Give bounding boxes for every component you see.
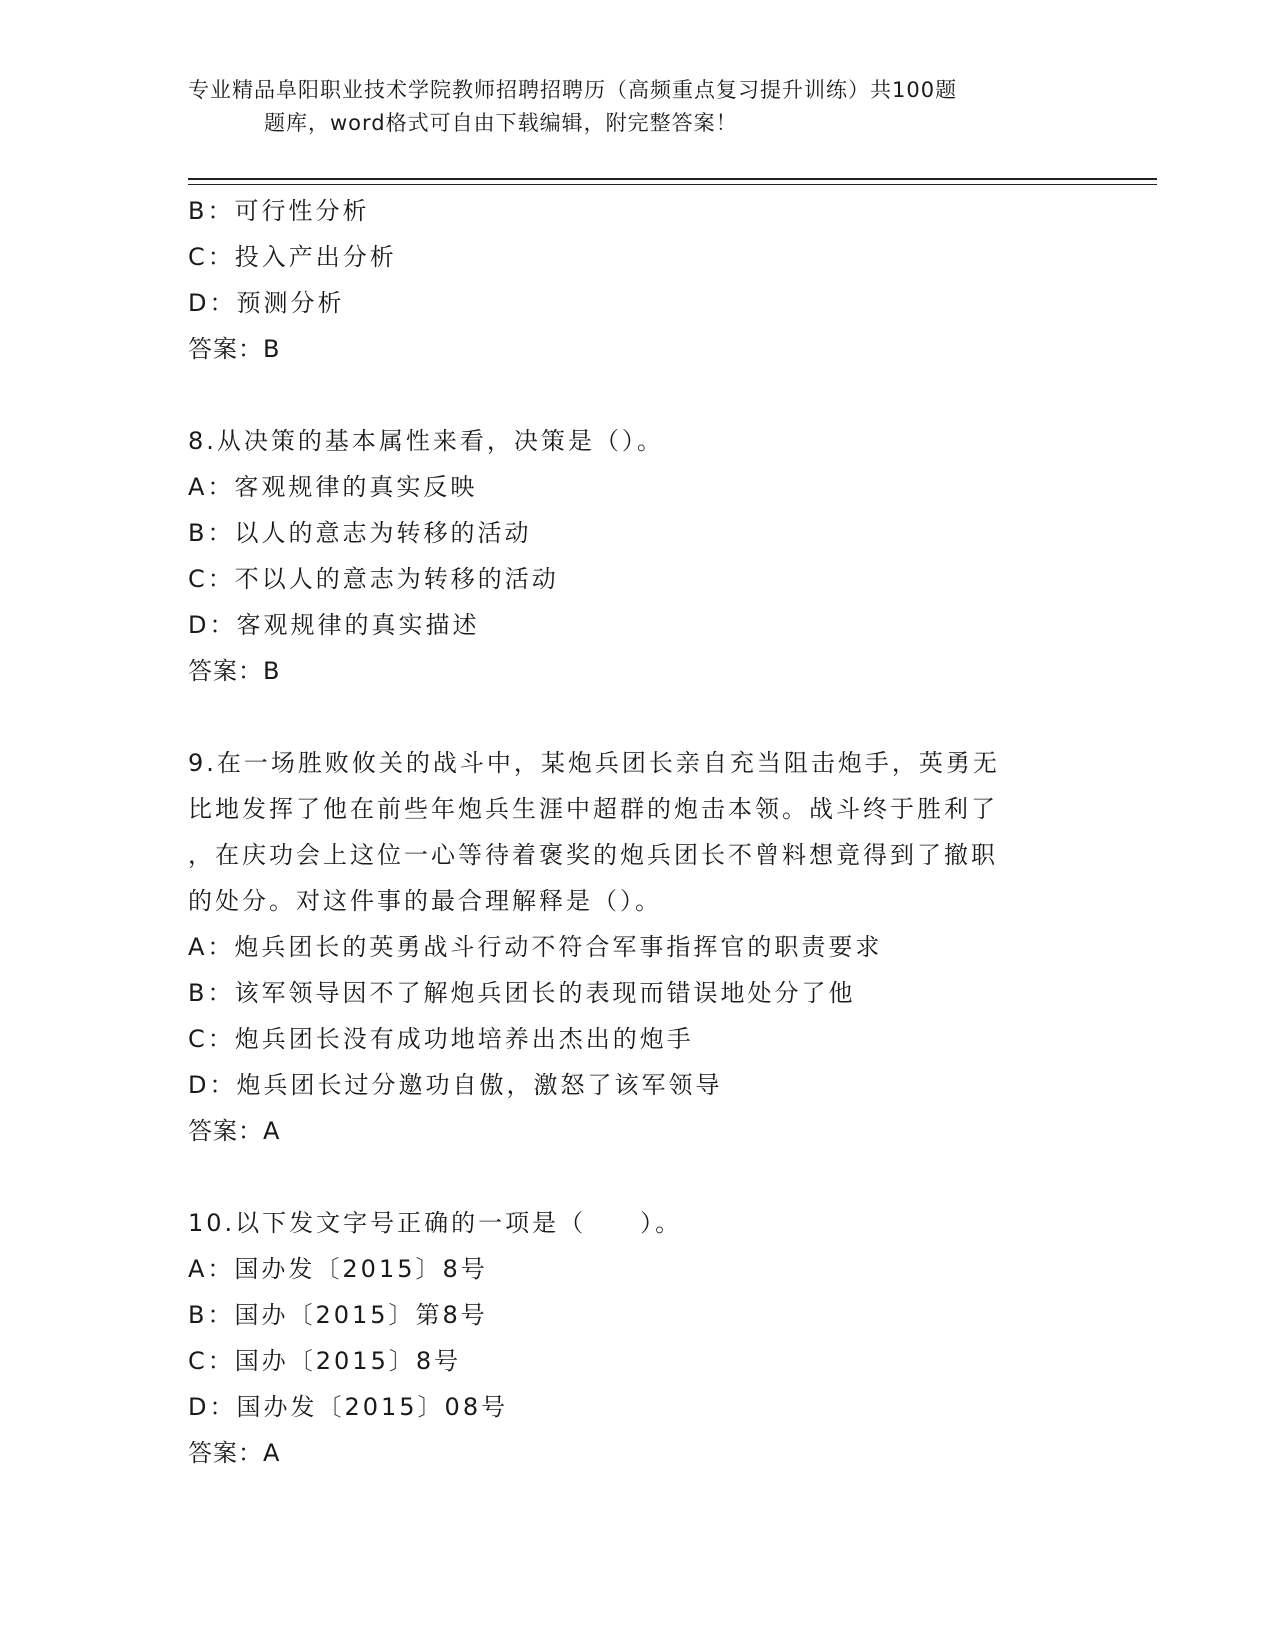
header-title-line2: 题库，word格式可自由下载编辑，附完整答案！ <box>264 111 738 135</box>
header-rule-thick <box>188 178 1157 180</box>
option-a: A：国办发〔2015〕8号 <box>188 1255 488 1283</box>
question-text-line: 8.从决策的基本属性来看，决策是（）。 <box>188 427 664 455</box>
question-text-line: 的处分。对这件事的最合理解释是（）。 <box>188 887 662 915</box>
header-rule-thin <box>188 184 1157 185</box>
option-b: B：可行性分析 <box>188 197 370 225</box>
header-title-line1: 专业精品阜阳职业技术学院教师招聘招聘历（高频重点复习提升训练）共100题 <box>188 78 958 102</box>
question-text-line: 10.以下发文字号正确的一项是（ ）。 <box>188 1209 683 1237</box>
question-7-tail <box>188 188 1068 372</box>
option-c: C：国办〔2015〕8号 <box>188 1347 462 1375</box>
answer: 答案：A <box>188 1117 281 1145</box>
option-b: B：国办〔2015〕第8号 <box>188 1301 488 1329</box>
page-header <box>188 74 1068 140</box>
question-10 <box>188 1200 1068 1476</box>
answer: 答案：B <box>188 657 281 685</box>
option-d: D：客观规律的真实描述 <box>188 611 480 639</box>
question-list <box>188 188 1068 1476</box>
question-text <box>188 418 1068 464</box>
option-d: D：国办发〔2015〕08号 <box>188 1393 509 1421</box>
option-d: D：炮兵团长过分邀功自傲，激怒了该军领导 <box>188 1071 723 1099</box>
question-text-line: ，在庆功会上这位一心等待着褒奖的炮兵团长不曾料想竟得到了撤职 <box>188 841 998 869</box>
option-c: C：炮兵团长没有成功地培养出杰出的炮手 <box>188 1025 694 1053</box>
option-b: B：以人的意志为转移的活动 <box>188 519 532 547</box>
answer: 答案：A <box>188 1439 281 1467</box>
option-d: D：预测分析 <box>188 289 345 317</box>
option-a: A：炮兵团长的英勇战斗行动不符合军事指挥官的职责要求 <box>188 933 883 961</box>
option-b: B：该军领导因不了解炮兵团长的表现而错误地处分了他 <box>188 979 856 1007</box>
question-8 <box>188 418 1068 694</box>
option-c: C：不以人的意志为转移的活动 <box>188 565 559 593</box>
option-c: C：投入产出分析 <box>188 243 397 271</box>
question-text-line: 9.在一场胜败攸关的战斗中，某炮兵团长亲自充当阻击炮手，英勇无 <box>188 749 1000 777</box>
answer: 答案：B <box>188 335 281 363</box>
question-text <box>188 740 1068 924</box>
question-text-line: 比地发挥了他在前些年炮兵生涯中超群的炮击本领。战斗终于胜利了 <box>188 795 998 823</box>
question-9 <box>188 740 1068 1154</box>
option-a: A：客观规律的真实反映 <box>188 473 478 501</box>
question-text <box>188 1200 1068 1246</box>
